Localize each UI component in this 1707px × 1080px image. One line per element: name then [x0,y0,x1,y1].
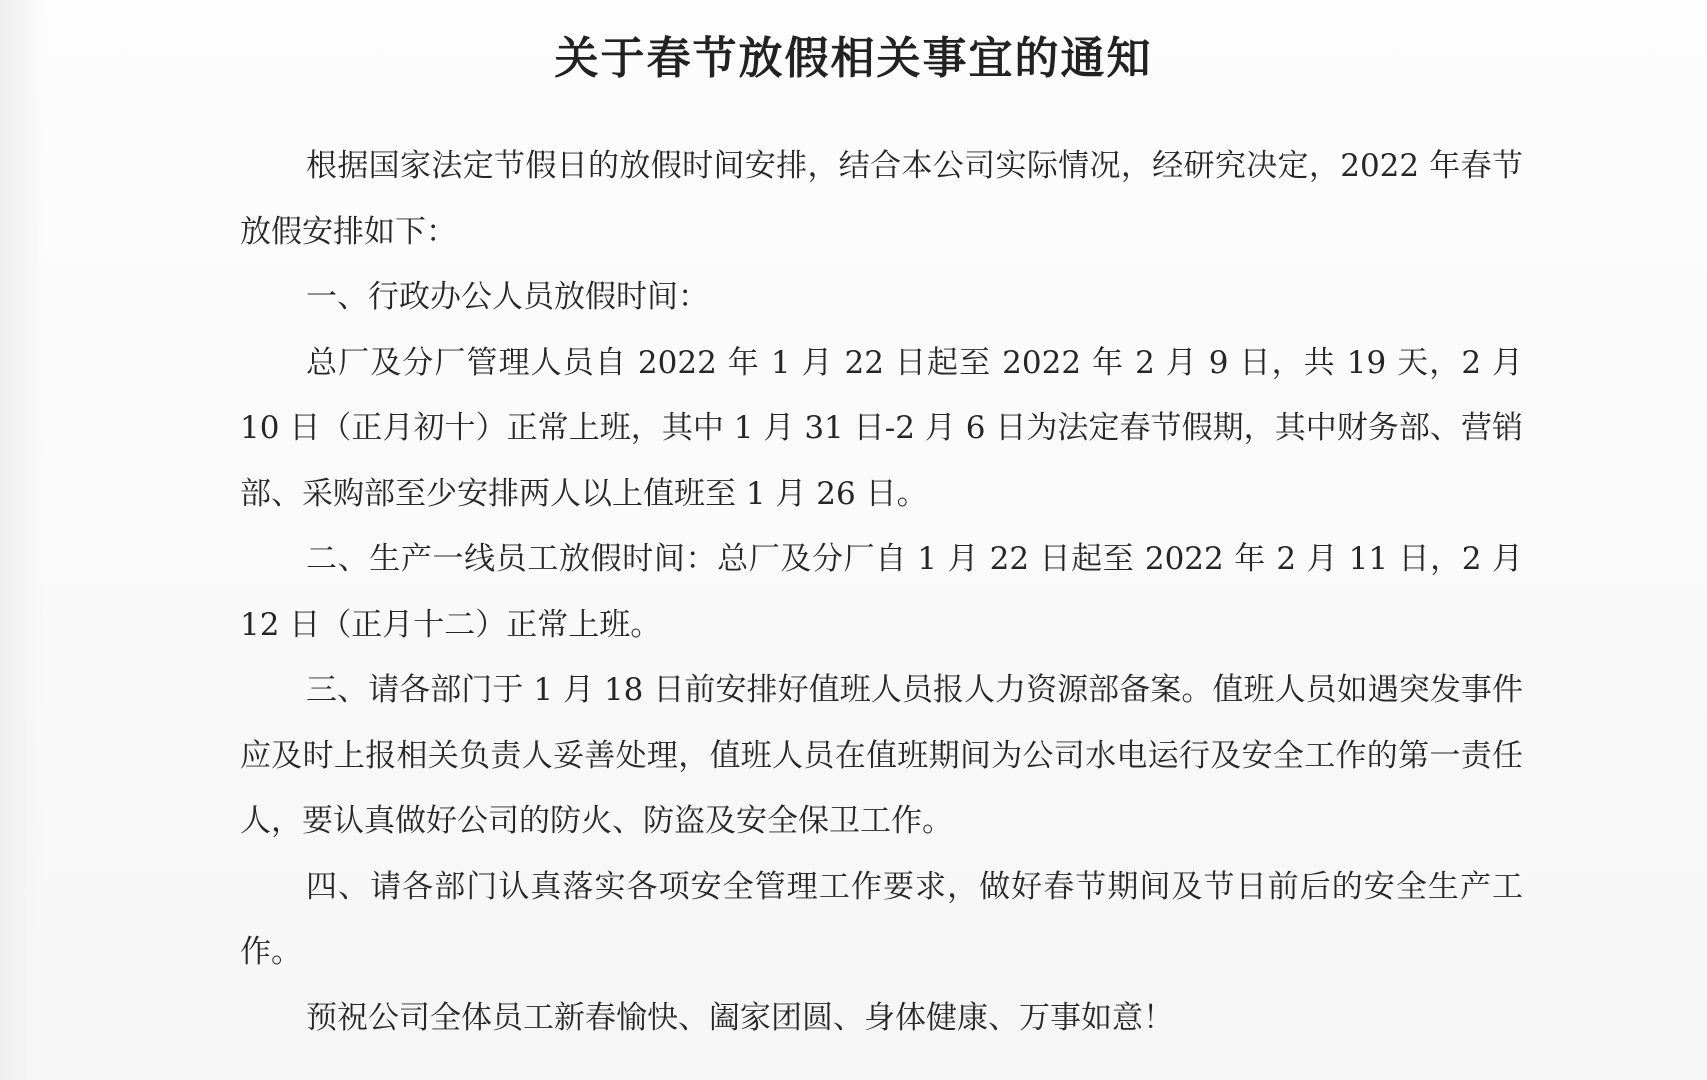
section-two-paragraph: 二、生产一线员工放假时间：总厂及分厂自 1 月 22 日起至 2022 年 2 月 11 日，2 月 12 日（正月十二）正常上班。 [240,541,1523,643]
notice-body [240,134,1523,1051]
intro-paragraph: 根据国家法定节假日的放假时间安排，结合本公司实际情况，经研究决定，2022 年春节放假安排如下： [240,148,1523,250]
closing-greeting: 预祝公司全体员工新春愉快、阖家团圆、身体健康、万事如意！ [306,999,1174,1036]
section-one-paragraph: 总厂及分厂管理人员自 2022 年 1 月 22 日起至 2022 年 2 月 9 日，共 19 天，2 月 10 日（正月初十）正常上班，其中 1 月 31 日-2 月 6 日为法定春节假期，其中财务部、营销部、采购部至少安排两人以上值班至 1 月 26 日。 [240,344,1523,512]
section-four-paragraph: 四、请各部门认真落实各项安全管理工作要求，做好春节期间及节日前后的安全生产工作。 [240,868,1523,970]
page-edge-shadow [0,0,46,1080]
section-one-heading: 一、行政办公人员放假时间： [306,279,709,315]
notice-title: 关于春节放假相关事宜的通知 [554,33,1153,84]
section-three-paragraph: 三、请各部门于 1 月 18 日前安排好值班人员报人力资源部备案。值班人员如遇突发事件应及时上报相关负责人妥善处理，值班人员在值班期间为公司水电运行及安全工作的第一责任人，要认真做好公司的防火、防盗及安全保卫工作。 [240,672,1523,839]
